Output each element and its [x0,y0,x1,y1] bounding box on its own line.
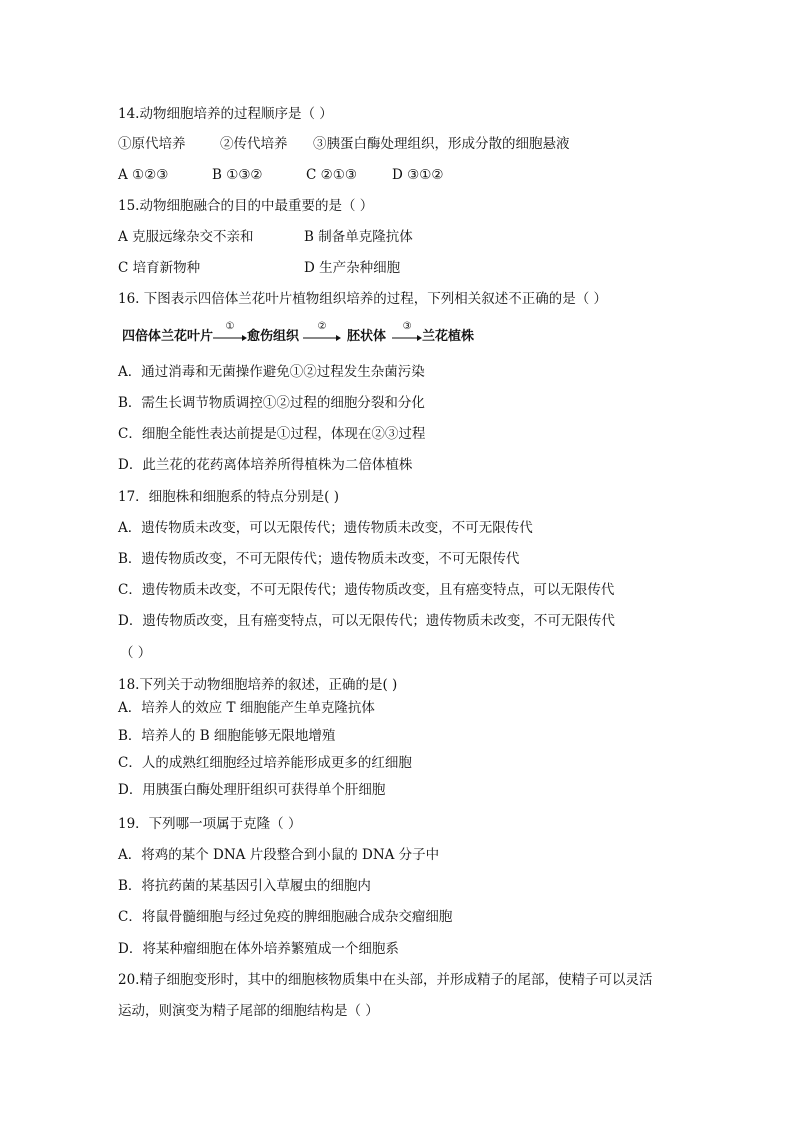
q19-option-d: D．将某种瘤细胞在体外培养繁殖成一个细胞系 [118,941,399,957]
q17-option-b: B．遗传物质改变，不可无限传代；遗传物质未改变，不可无限传代 [118,551,520,567]
q17-answer-blank: （ ） [120,645,152,661]
flow-node-callus: 愈伤组织 [247,328,300,344]
q18-option-b: B．培养人的 B 细胞能够无限地增殖 [118,728,336,744]
arrow-right-icon [213,322,247,346]
flow-arrow-2 [303,322,341,346]
q14-items [118,136,570,152]
q18-option-c: C．人的成熟红细胞经过培养能形成更多的红细胞 [118,755,412,771]
flow-arrow-1 [213,322,247,346]
q14-option-d: D ③①② [392,167,444,183]
q17-stem: 17．细胞株和细胞系的特点分别是( ) [118,489,340,505]
q18-stem: 18.下列关于动物细胞培养的叙述，正确的是( ) [118,677,398,693]
flow-node-embryoid: 胚状体 [347,328,387,344]
arrow-right-icon [303,322,341,346]
q19-option-c: C．将鼠骨髓细胞与经过免疫的脾细胞融合成杂交瘤细胞 [118,909,453,925]
q15-option-c: C 培育新物种 [118,260,201,276]
q14-item-1: ①原代培养 [118,136,186,152]
q15-option-b: B 制备单克隆抗体 [304,229,413,245]
q14-item-3: ③胰蛋白酶处理组织，形成分散的细胞悬液 [313,136,570,152]
q14-option-c: C ②①③ [306,167,357,183]
q14-option-a: A ①②③ [118,167,169,183]
q19-option-b: B．将抗药菌的某基因引入草履虫的细胞内 [118,878,371,894]
q14-option-b: B ①③② [212,167,263,183]
q16-option-b: B．需生长调节物质调控①②过程的细胞分裂和分化 [118,395,425,411]
q16-option-c: C．细胞全能性表达前提是①过程，体现在②③过程 [118,426,426,442]
q15-option-a: A 克服远缘杂交不亲和 [118,229,254,245]
q15-options-row2 [118,260,400,276]
q17-option-d: D．遗传物质改变，且有癌变特点，可以无限传代；遗传物质未改变，不可无限传代 [118,613,615,629]
q17-option-c: C．遗传物质未改变，不可无限传代；遗传物质改变，且有癌变特点，可以无限传代 [118,582,615,598]
flow-step-3-label: ③ [402,321,412,332]
q16-option-d: D．此兰花的花药离体培养所得植株为二倍体植株 [118,457,413,473]
flow-node-leaf: 四倍体兰花叶片 [122,328,214,344]
flow-step-2-label: ② [317,321,327,332]
q14-options [118,167,443,183]
q19-stem: 19．下列哪一项属于克隆（ ） [118,816,302,832]
q18-option-d: D．用胰蛋白酶处理肝组织可获得单个肝细胞 [118,782,386,798]
flow-arrow-3 [392,322,422,346]
q18-option-a: A．培养人的效应 T 细胞能产生单克隆抗体 [118,700,375,716]
flow-step-1-label: ① [225,321,235,332]
q15-options-row1 [118,229,413,245]
q20-stem-line2: 运动，则演变为精子尾部的细胞结构是（ ） [118,1003,379,1019]
q19-option-a: A．将鸡的某个 DNA 片段整合到小鼠的 DNA 分子中 [118,847,440,863]
q16-option-a: A．通过消毒和无菌操作避免①②过程发生杂菌污染 [118,364,425,380]
q14-item-2: ②传代培养 [220,136,288,152]
flow-node-plant: 兰花植株 [422,328,475,344]
q14-stem: 14.动物细胞培养的过程顺序是（ ） [118,106,333,122]
q15-stem: 15.动物细胞融合的目的中最重要的是（ ） [118,198,374,214]
q20-stem-line1: 20.精子细胞变形时，其中的细胞核物质集中在头部，并形成精子的尾部，使精子可以灵活 [118,972,653,988]
q16-process-diagram [122,322,474,346]
q15-option-d: D 生产杂种细胞 [304,260,401,276]
arrow-right-icon [392,322,422,346]
q17-option-a: A．遗传物质未改变，可以无限传代；遗传物质未改变，不可无限传代 [118,520,533,536]
q16-stem: 16. 下图表示四倍体兰花叶片植物组织培养的过程，下列相关叙述不正确的是（ ） [118,291,608,307]
